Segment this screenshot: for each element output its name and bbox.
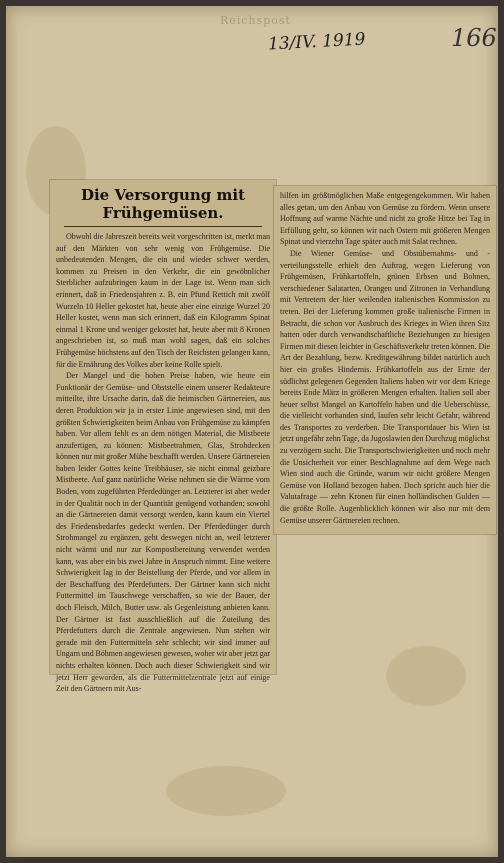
right-column-text bbox=[274, 186, 496, 526]
article-title: Die Versorgung mit Frühgemüsen. bbox=[80, 186, 246, 222]
paragraph: Obwohl die Jahreszeit bereits weit vorgeschritten ist, merkt man auf den Märkten von sehr wenig von Frühgemüse. Die unbedeutenden Mengen, die ein und wieder schwer werden, kommen zu Preisen in den Verkehr, die ein gewöhnlicher Sterblicher aufzubringen kaum in der Lage ist. Wenn man sich erinnert, daß in Friedensjahren z. B. ein Pfund Rettich mit zwölf Wurzeln 10 Heller gekostet hat, heute aber eine einzige Wurzel 20 Heller kostet, wenn man sich erinnert, daß ein Kilogramm Spinat einmal 1 Krone und weniger gekostet hat, heute aber mit 8 Kronen angeschrieben ist, so muß man wohl sagen, daß ein solches Frühgemüse höchstens auf den Tisch der Reichsten gelangen kann, für die Ernährung des Volkes aber keine Rolle spielt. bbox=[56, 232, 270, 369]
handwritten-date: 13/IV. 1919 bbox=[267, 29, 366, 55]
page-number: 166 bbox=[451, 24, 497, 52]
left-column-text bbox=[50, 231, 276, 695]
paragraph: Die Wiener Gemüse- und Obstübernahms- und -verteilungsstelle erhielt den Auftrag, wegen Lieferung von Frühgemüsen, Frühkartoffeln, grünen Erbsen und Bohnen, verschiedener Salatarten, Orangen und Zitronen in Verhandlung mit Vertretern der hier weilenden italienischen Kommission zu treten. Bei der Lieferung kommen große italienische Firmen in Betracht, die schon vor Ausbruch des Krieges in Wien ihren Sitz hatten oder durch verwandtschaftliche Beziehungen zu hiesigen Firmen mit diesen leichter in Geschäftsverkehr treten können. Die Art der Bezahlung, bezw. Kreditgewährung bildet natürlich auch hier ein großes Hindernis. Frühkartoffeln aus der Ernte der südlichst gelegenen Gegenden Italiens haben wir vor dem Kriege bereits Ende März in größeren Mengen erhalten. Italien soll aber heuer selbst Mangel an Kartoffeln haben und die Ueberschüsse, die vielleicht vorhanden sind, laufen sehr leicht Gefahr, während des Transportes zu verderben. Die Transportdauer bis Wien ist jetzt ungefähr zehn Tage, da Jugoslawien den Durchzug möglichst zu verzögern sucht. Die Transportschwierigkeiten und noch mehr die Unsicherheit vor einer Beschlagnahme auf dem Wege nach Wien sind auch die Gründe, warum wir nicht größere Mengen Gemüse von Holland bezogen haben. Doch spricht auch hier die Valutafrage — zehn Kronen für einen holländischen Gulden — die größte Rolle. Augenblicklich können wir also nur mit dem Gemüse unserer Gärtnereien rechnen. bbox=[280, 248, 490, 525]
paragraph: Der Mangel und die hohen Preise haben, wie heute ein Funktionär der Gemüse- und Obststelle einem unserer Redakteure mitteilte, ihre Ursache darin, daß die heimischen Gärtnereien, aus deren Produktion wir ja in erster Linie angewiesen sind, mit den größten Schwierigkeiten beim Anbau von Frühgemüse zu kämpfen haben. Vor allem fehlt es an dem nötigen Material, die Mistbeete anzufertigen, zu können: Mistbeetrahmen, Glas, Strohdecken können nur mit großer Mühe beschafft werden. Unsere Gärtnereien haben leider Gottes keine Treibhäuser, sie nicht einmal geizbare Mistbeete. Auf ganz natürliche Weise nehmen sie die Wärme vom Boden, vom zugeführten Pferdedünger an. Letzterer ist aber weder in der Qualität noch in der Quantität genügend vorhanden; sowohl an die Gärtnereien damit versorgt werden, kann kaum ein Viertel des Friedensbedarfes gedeckt werden. Der Pferdedünger durch Strohmangel zu ergänzen, geht deswegen nicht an, weil letzterer nicht wärmt und nur zur Kompostbereitung verwendet werden kann, was aber ein bis zwei Jahre in Anspruch nimmt. Eine weitere Schwierigkeit lag in der Beistellung der Pferde, und vor allem in der Beschaffung des Pferdefutters. Der Gärtner kann sich nicht Futtermittel im Tauschwege verschaffen, so wie der Bauer, der doch Fleisch, Milch, Butter usw. als Gegenleistung anbieten kann. Der Gärtner ist fast ausschließlich auf die Zuteilung des Pferdefutters durch die Zentrale angewiesen. Nun stehen wir gerade mit den Futtermitteln sehr schlecht; wir sind immer auf Ungarn und Böhmen angewiesen gewesen, woher wir aber jetzt gar nichts erhalten können. Doch auch dieser Schwierigkeit sind wir jetzt Herr geworden, als die Futtermittelzentrale jetzt auf einige Zeit den Gärtnern mit Aus- bbox=[56, 371, 270, 694]
clipping-right-column bbox=[274, 186, 496, 534]
masthead-faint: Reichspost bbox=[220, 14, 291, 27]
clipping-left-column bbox=[50, 180, 276, 694]
title-rule bbox=[64, 226, 262, 227]
paper-stain bbox=[166, 766, 286, 816]
archive-sheet bbox=[6, 6, 498, 857]
paper-stain bbox=[386, 646, 466, 706]
paragraph: hilfen im größtmöglichen Maße entgegengekommen. Wir haben alles getan, um den Anbau von Gemüse zu fördern. Wenn unsere Hoffnung auf warme Nächte und nicht zu große Hitze bei Tag in Erfüllung geht, so können wir nach Ostern mit größeren Mengen Spinat und vierzehn Tage später auch mit Salat rechnen. bbox=[280, 191, 490, 247]
